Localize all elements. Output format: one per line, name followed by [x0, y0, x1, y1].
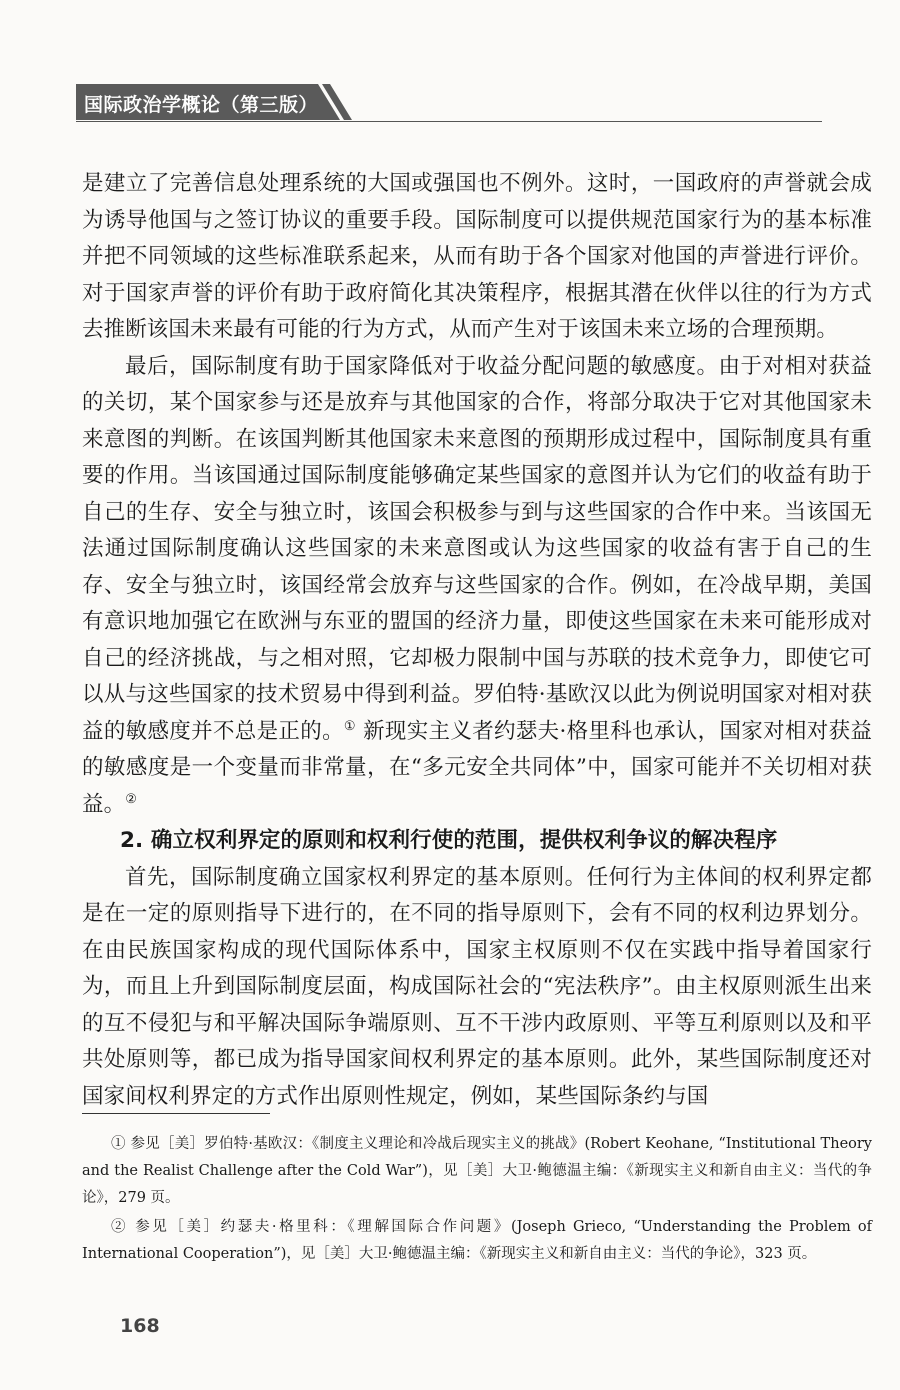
- footnote-2: ② 参见［美］约瑟夫·格里科：《理解国际合作问题》(Joseph Grieco, “Understanding the Problem of International Cooperation”)，见［美］大卫·鲍德温主编：《新现实主义和新自由主义：当代的争论》，323 页。: [82, 1219, 872, 1262]
- paragraph-3: 首先，国际制度确立国家权利界定的基本原则。任何行为主体间的权利界定都是在一定的原则指导下进行的，在不同的指导原则下，会有不同的权利边界划分。在由民族国家构成的现代国际体系中，国家主权原则不仅在实践中指导着国家行为，而且上升到国际制度层面，构成国际社会的“宪法秩序”。由主权原则派生出来的互不侵犯与和平解决国际争端原则、互不干涉内政原则、平等互利原则以及和平共处原则等，都已成为指导国家间权利界定的基本原则。此外，某些国际制度还对国家间权利界定的方式作出原则性规定，例如，某些国际条约与国: [82, 864, 872, 1109]
- paragraph-2: [82, 349, 872, 824]
- running-header-title: 国际政治学概论（第三版）: [84, 94, 319, 116]
- footnotes: [82, 1131, 872, 1270]
- page-number: 168: [120, 1315, 160, 1337]
- header-rule: [76, 121, 822, 122]
- paragraph-2-part-b: 新现实主义者约瑟夫·格里科也承认，国家对相对获益的敏感度是一个变量而非常量，在“多元安全共同体”中，国家可能并不关切相对获益。: [82, 718, 872, 817]
- footnote-ref-2[interactable]: ②: [125, 791, 137, 807]
- section-heading: 2. 确立权利界定的原则和权利行使的范围，提供权利争议的解决程序: [120, 828, 778, 853]
- paragraph-2-part-a: 最后，国际制度有助于国家降低对于收益分配问题的敏感度。由于对相对获益的关切，某个国家参与还是放弃与其他国家的合作，将部分取决于它对其他国家未来意图的判断。在该国判断其他国家未来意图的预期形成过程中，国际制度具有重要的作用。当该国通过国际制度能够确定某些国家的意图并认为它们的收益有助于自己的生存、安全与独立时，该国会积极参与到与这些国家的合作中来。当该国无法通过国际制度确认这些国家的未来意图或认为这些国家的收益有害于自己的生存、安全与独立时，该国经常会放弃与这些国家的合作。例如，在冷战早期，美国有意识地加强它在欧洲与东亚的盟国的经济力量，即使这些国家在未来可能形成对自己的经济挑战，与之相对照，它却极力限制中国与苏联的技术竞争力，即使它可以从与这些国家的技术贸易中得到利益。罗伯特·基欧汉以此为例说明国家对相对获益的敏感度并不总是正的。: [82, 353, 872, 744]
- footnote-ref-1[interactable]: ①: [343, 718, 356, 734]
- footnote-1: ① 参见［美］罗伯特·基欧汉：《制度主义理论和冷战后现实主义的挑战》(Robert Keohane, “Institutional Theory and the Realist Challenge after the Cold War”)，见［美］大卫·鲍德温主编：《新现实主义和新自由主义：当代的争论》，279 页。: [82, 1136, 872, 1206]
- paragraph-1: 是建立了完善信息处理系统的大国或强国也不例外。这时，一国政府的声誉就会成为诱导他国与之签订协议的重要手段。国际制度可以提供规范国家行为的基本标准并把不同领域的这些标准联系起来，从而有助于各个国家对他国的声誉进行评价。对于国家声誉的评价有助于政府简化其决策程序，根据其潜在伙伴以往的行为方式去推断该国未来最有可能的行为方式，从而产生对于该国未来立场的合理预期。: [82, 171, 872, 342]
- footnote-rule: [82, 1113, 270, 1114]
- body-text: [82, 166, 872, 1115]
